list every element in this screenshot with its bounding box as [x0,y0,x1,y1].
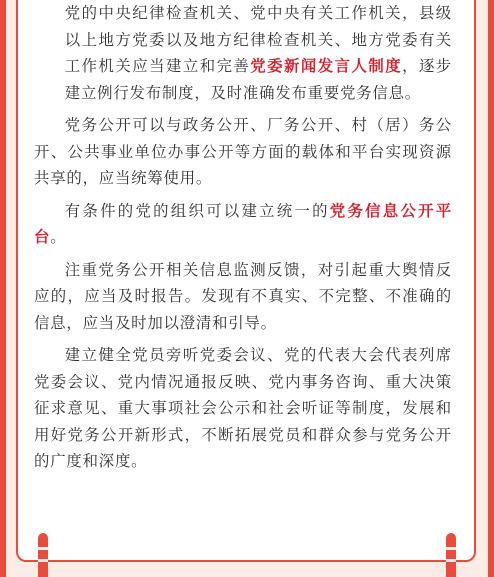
highlight-spokesperson-system: 党委新闻发言人制度 [250,57,403,75]
paragraph-1 [34,0,452,106]
paragraph-1-text-a: 党的中央纪律检查机关、党中央有关工作机关，县级以上地方党委以及地方纪律检查机关、地方党委有关工作机关应当建立和完善 [64,4,452,75]
left-decor-bar [38,533,48,577]
paragraph-4 [34,257,452,337]
paragraph-1-text-b: ，逐步建立例行发布制度，及时准确发布重要党务信息。 [64,57,452,102]
right-decor-bar [446,533,456,577]
right-side-band [488,0,494,577]
paragraph-3-text-a: 有条件的党的组织可以建立统一的 [64,201,330,220]
paragraph-4-text: 注重党务公开相关信息监测反馈，对引起重大舆情反应的，应当及时报告。发现有不真实、不完整、不准确的信息，应当及时加以澄清和引导。 [34,260,452,332]
highlight-info-platform: 党务信息公开平台 [34,201,452,246]
paragraph-3 [34,198,452,251]
paragraph-2-text: 党务公开可以与政务公开、厂务公开、村（居）务公开、公共事业单位办事公开等方面的载体和平台实现资源共享的，应当统筹使用。 [34,116,452,187]
paragraph-2 [34,112,452,192]
paragraph-5-text: 建立健全党员旁听党委会议、党的代表大会代表列席党委会议、党内情况通报反映、党内事务咨询、重大决策征求意见、重大事项社会公示和社会听证等制度，发展和用好党务公开新形式，不断拓展党员和群众参与党务公开的广度和深度。 [34,346,452,470]
paragraph-5 [34,342,452,475]
paragraph-3-text-b: 。 [50,228,67,246]
article-body [34,0,452,481]
left-side-band [0,0,6,577]
